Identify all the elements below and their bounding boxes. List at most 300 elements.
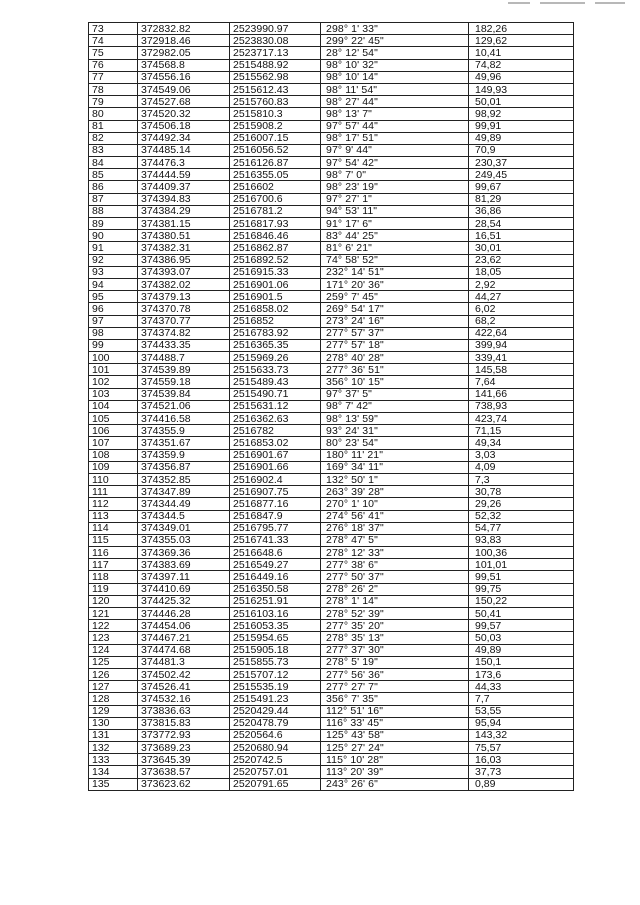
distance-cell: 230,37 <box>469 157 574 169</box>
distance-cell: 36,86 <box>469 205 574 217</box>
bearing-cell: 277° 37' 30" <box>321 644 469 656</box>
bearing-cell: 278° 40' 28" <box>321 352 469 364</box>
x-coordinate-cell: 373638.57 <box>138 766 230 778</box>
x-coordinate-cell: 374559.18 <box>138 376 230 388</box>
table-row <box>89 486 574 498</box>
x-coordinate-cell: 374492.34 <box>138 132 230 144</box>
point-number-cell: 77 <box>89 71 138 83</box>
point-number-cell: 82 <box>89 132 138 144</box>
bearing-cell: 278° 5' 19" <box>321 656 469 668</box>
distance-cell: 6,02 <box>469 303 574 315</box>
bearing-cell: 277° 56' 36" <box>321 668 469 680</box>
y-coordinate-cell: 2516892.52 <box>230 254 321 266</box>
distance-cell: 141,66 <box>469 388 574 400</box>
y-coordinate-cell: 2515491.23 <box>230 693 321 705</box>
y-coordinate-cell: 2515488.92 <box>230 59 321 71</box>
bearing-cell: 98° 13' 59" <box>321 413 469 425</box>
x-coordinate-cell: 374352.85 <box>138 473 230 485</box>
bearing-cell: 180° 11' 21" <box>321 449 469 461</box>
point-number-cell: 129 <box>89 705 138 717</box>
bearing-cell: 113° 20' 39" <box>321 766 469 778</box>
x-coordinate-cell: 374355.9 <box>138 425 230 437</box>
y-coordinate-cell: 2520680.94 <box>230 742 321 754</box>
table-row <box>89 339 574 351</box>
bearing-cell: 277° 57' 37" <box>321 327 469 339</box>
x-coordinate-cell: 374425.32 <box>138 595 230 607</box>
distance-cell: 16,51 <box>469 230 574 242</box>
x-coordinate-cell: 374467.21 <box>138 632 230 644</box>
point-number-cell: 111 <box>89 486 138 498</box>
x-coordinate-cell: 374347.89 <box>138 486 230 498</box>
table-row <box>89 595 574 607</box>
bearing-cell: 97° 27' 1" <box>321 193 469 205</box>
table-row <box>89 437 574 449</box>
x-coordinate-cell: 374380.51 <box>138 230 230 242</box>
distance-cell: 30,78 <box>469 486 574 498</box>
bearing-cell: 270° 1' 10" <box>321 498 469 510</box>
table-row <box>89 632 574 644</box>
bearing-cell: 28° 12' 54" <box>321 47 469 59</box>
point-number-cell: 97 <box>89 315 138 327</box>
x-coordinate-cell: 373623.62 <box>138 778 230 790</box>
table-row <box>89 717 574 729</box>
point-number-cell: 94 <box>89 278 138 290</box>
x-coordinate-cell: 374520.32 <box>138 108 230 120</box>
y-coordinate-cell: 2516901.06 <box>230 278 321 290</box>
point-number-cell: 93 <box>89 266 138 278</box>
y-coordinate-cell: 2516355.05 <box>230 169 321 181</box>
y-coordinate-cell: 2520757.01 <box>230 766 321 778</box>
table-row <box>89 169 574 181</box>
distance-cell: 37,73 <box>469 766 574 778</box>
point-number-cell: 132 <box>89 742 138 754</box>
bearing-cell: 98° 23' 19" <box>321 181 469 193</box>
distance-cell: 29,26 <box>469 498 574 510</box>
x-coordinate-cell: 374444.59 <box>138 169 230 181</box>
table-row <box>89 291 574 303</box>
bearing-cell: 277° 27' 7" <box>321 681 469 693</box>
distance-cell: 143,32 <box>469 729 574 741</box>
point-number-cell: 79 <box>89 96 138 108</box>
y-coordinate-cell: 2516648.6 <box>230 547 321 559</box>
table-row <box>89 254 574 266</box>
distance-cell: 98,92 <box>469 108 574 120</box>
table-row <box>89 681 574 693</box>
y-coordinate-cell: 2516365.35 <box>230 339 321 351</box>
distance-cell: 173,6 <box>469 668 574 680</box>
bearing-cell: 169° 34' 11" <box>321 461 469 473</box>
bearing-cell: 298° 1' 33" <box>321 23 469 35</box>
point-number-cell: 122 <box>89 620 138 632</box>
point-number-cell: 98 <box>89 327 138 339</box>
point-number-cell: 105 <box>89 413 138 425</box>
y-coordinate-cell: 2523830.08 <box>230 35 321 47</box>
bearing-cell: 125° 27' 24" <box>321 742 469 754</box>
y-coordinate-cell: 2515954.65 <box>230 632 321 644</box>
table-row <box>89 205 574 217</box>
distance-cell: 101,01 <box>469 559 574 571</box>
y-coordinate-cell: 2516901.66 <box>230 461 321 473</box>
bearing-cell: 98° 10' 32" <box>321 59 469 71</box>
distance-cell: 182,26 <box>469 23 574 35</box>
distance-cell: 53,55 <box>469 705 574 717</box>
point-number-cell: 108 <box>89 449 138 461</box>
bearing-cell: 116° 33' 45" <box>321 717 469 729</box>
distance-cell: 738,93 <box>469 400 574 412</box>
point-number-cell: 100 <box>89 352 138 364</box>
point-number-cell: 106 <box>89 425 138 437</box>
bearing-cell: 98° 17' 51" <box>321 132 469 144</box>
distance-cell: 75,57 <box>469 742 574 754</box>
point-number-cell: 112 <box>89 498 138 510</box>
y-coordinate-cell: 2516362.63 <box>230 413 321 425</box>
distance-cell: 129,62 <box>469 35 574 47</box>
y-coordinate-cell: 2515905.18 <box>230 644 321 656</box>
bearing-cell: 98° 13' 7" <box>321 108 469 120</box>
bearing-cell: 269° 54' 17" <box>321 303 469 315</box>
table-row <box>89 364 574 376</box>
y-coordinate-cell: 2516007.15 <box>230 132 321 144</box>
bearing-cell: 277° 35' 20" <box>321 620 469 632</box>
y-coordinate-cell: 2520478.79 <box>230 717 321 729</box>
x-coordinate-cell: 374397.11 <box>138 571 230 583</box>
y-coordinate-cell: 2523717.13 <box>230 47 321 59</box>
x-coordinate-cell: 374568.8 <box>138 59 230 71</box>
point-number-cell: 120 <box>89 595 138 607</box>
bearing-cell: 93° 24' 31" <box>321 425 469 437</box>
y-coordinate-cell: 2516549.27 <box>230 559 321 571</box>
y-coordinate-cell: 2516795.77 <box>230 522 321 534</box>
x-coordinate-cell: 374383.69 <box>138 559 230 571</box>
point-number-cell: 104 <box>89 400 138 412</box>
y-coordinate-cell: 2516126.87 <box>230 157 321 169</box>
table-row <box>89 644 574 656</box>
bearing-cell: 278° 35' 13" <box>321 632 469 644</box>
table-row <box>89 754 574 766</box>
y-coordinate-cell: 2515562.98 <box>230 71 321 83</box>
y-coordinate-cell: 2516782 <box>230 425 321 437</box>
bearing-cell: 278° 47' 5" <box>321 534 469 546</box>
x-coordinate-cell: 374416.58 <box>138 413 230 425</box>
y-coordinate-cell: 2516853.02 <box>230 437 321 449</box>
point-number-cell: 128 <box>89 693 138 705</box>
distance-cell: 99,57 <box>469 620 574 632</box>
point-number-cell: 87 <box>89 193 138 205</box>
table-row <box>89 461 574 473</box>
table-body <box>89 23 574 791</box>
y-coordinate-cell: 2516741.33 <box>230 534 321 546</box>
distance-cell: 44,27 <box>469 291 574 303</box>
bearing-cell: 278° 1' 14" <box>321 595 469 607</box>
bearing-cell: 98° 27' 44" <box>321 96 469 108</box>
point-number-cell: 107 <box>89 437 138 449</box>
table-row <box>89 693 574 705</box>
table-row <box>89 266 574 278</box>
distance-cell: 0,89 <box>469 778 574 790</box>
point-number-cell: 83 <box>89 144 138 156</box>
point-number-cell: 76 <box>89 59 138 71</box>
x-coordinate-cell: 374506.18 <box>138 120 230 132</box>
x-coordinate-cell: 374351.67 <box>138 437 230 449</box>
distance-cell: 93,83 <box>469 534 574 546</box>
distance-cell: 68,2 <box>469 315 574 327</box>
distance-cell: 28,54 <box>469 218 574 230</box>
distance-cell: 70,9 <box>469 144 574 156</box>
distance-cell: 99,75 <box>469 583 574 595</box>
table-row <box>89 522 574 534</box>
table-row <box>89 583 574 595</box>
bearing-cell: 97° 37' 5" <box>321 388 469 400</box>
x-coordinate-cell: 374349.01 <box>138 522 230 534</box>
x-coordinate-cell: 374549.06 <box>138 83 230 95</box>
x-coordinate-cell: 374369.36 <box>138 547 230 559</box>
point-number-cell: 135 <box>89 778 138 790</box>
y-coordinate-cell: 2515535.19 <box>230 681 321 693</box>
y-coordinate-cell: 2516902.4 <box>230 473 321 485</box>
bearing-cell: 94° 53' 11" <box>321 205 469 217</box>
table-row <box>89 766 574 778</box>
table-row <box>89 327 574 339</box>
distance-cell: 423,74 <box>469 413 574 425</box>
x-coordinate-cell: 374481.3 <box>138 656 230 668</box>
y-coordinate-cell: 2515489.43 <box>230 376 321 388</box>
table-row <box>89 705 574 717</box>
x-coordinate-cell: 374485.14 <box>138 144 230 156</box>
y-coordinate-cell: 2516781.2 <box>230 205 321 217</box>
x-coordinate-cell: 374410.69 <box>138 583 230 595</box>
x-coordinate-cell: 374532.16 <box>138 693 230 705</box>
table-row <box>89 108 574 120</box>
bearing-cell: 277° 38' 6" <box>321 559 469 571</box>
bearing-cell: 277° 57' 18" <box>321 339 469 351</box>
bearing-cell: 276° 18' 37" <box>321 522 469 534</box>
point-number-cell: 88 <box>89 205 138 217</box>
y-coordinate-cell: 2516877.16 <box>230 498 321 510</box>
distance-cell: 7,64 <box>469 376 574 388</box>
point-number-cell: 113 <box>89 510 138 522</box>
table-row <box>89 742 574 754</box>
y-coordinate-cell: 2516817.93 <box>230 218 321 230</box>
table-row <box>89 132 574 144</box>
distance-cell: 149,93 <box>469 83 574 95</box>
table-row <box>89 157 574 169</box>
distance-cell: 99,91 <box>469 120 574 132</box>
point-number-cell: 103 <box>89 388 138 400</box>
y-coordinate-cell: 2516847.9 <box>230 510 321 522</box>
point-number-cell: 115 <box>89 534 138 546</box>
distance-cell: 44,33 <box>469 681 574 693</box>
x-coordinate-cell: 374556.16 <box>138 71 230 83</box>
bearing-cell: 98° 11' 54" <box>321 83 469 95</box>
x-coordinate-cell: 374344.5 <box>138 510 230 522</box>
y-coordinate-cell: 2515490.71 <box>230 388 321 400</box>
point-number-cell: 81 <box>89 120 138 132</box>
distance-cell: 23,62 <box>469 254 574 266</box>
bearing-cell: 278° 26' 2" <box>321 583 469 595</box>
y-coordinate-cell: 2520791.65 <box>230 778 321 790</box>
bearing-cell: 274° 56' 41" <box>321 510 469 522</box>
x-coordinate-cell: 374394.83 <box>138 193 230 205</box>
bearing-cell: 97° 57' 44" <box>321 120 469 132</box>
distance-cell: 249,45 <box>469 169 574 181</box>
point-number-cell: 123 <box>89 632 138 644</box>
x-coordinate-cell: 373772.93 <box>138 729 230 741</box>
distance-cell: 99,51 <box>469 571 574 583</box>
bearing-cell: 98° 10' 14" <box>321 71 469 83</box>
bearing-cell: 80° 23' 54" <box>321 437 469 449</box>
distance-cell: 71,15 <box>469 425 574 437</box>
y-coordinate-cell: 2516858.02 <box>230 303 321 315</box>
distance-cell: 150,1 <box>469 656 574 668</box>
y-coordinate-cell: 2515969.26 <box>230 352 321 364</box>
point-number-cell: 125 <box>89 656 138 668</box>
distance-cell: 100,36 <box>469 547 574 559</box>
bearing-cell: 273° 24' 16" <box>321 315 469 327</box>
point-number-cell: 121 <box>89 608 138 620</box>
bearing-cell: 356° 10' 15" <box>321 376 469 388</box>
x-coordinate-cell: 372832.82 <box>138 23 230 35</box>
x-coordinate-cell: 374521.06 <box>138 400 230 412</box>
point-number-cell: 109 <box>89 461 138 473</box>
distance-cell: 50,41 <box>469 608 574 620</box>
y-coordinate-cell: 2516449.16 <box>230 571 321 583</box>
table-row <box>89 620 574 632</box>
x-coordinate-cell: 374476.3 <box>138 157 230 169</box>
table-row <box>89 656 574 668</box>
distance-cell: 3,03 <box>469 449 574 461</box>
point-number-cell: 74 <box>89 35 138 47</box>
y-coordinate-cell: 2516915.33 <box>230 266 321 278</box>
distance-cell: 7,7 <box>469 693 574 705</box>
distance-cell: 95,94 <box>469 717 574 729</box>
distance-cell: 50,01 <box>469 96 574 108</box>
x-coordinate-cell: 373815.83 <box>138 717 230 729</box>
table-row <box>89 47 574 59</box>
distance-cell: 150,22 <box>469 595 574 607</box>
y-coordinate-cell: 2520742.5 <box>230 754 321 766</box>
x-coordinate-cell: 374446.28 <box>138 608 230 620</box>
y-coordinate-cell: 2515612.43 <box>230 83 321 95</box>
point-number-cell: 119 <box>89 583 138 595</box>
point-number-cell: 117 <box>89 559 138 571</box>
table-row <box>89 473 574 485</box>
table-row <box>89 230 574 242</box>
table-row <box>89 35 574 47</box>
distance-cell: 49,89 <box>469 644 574 656</box>
distance-cell: 2,92 <box>469 278 574 290</box>
table-row <box>89 181 574 193</box>
distance-cell: 339,41 <box>469 352 574 364</box>
x-coordinate-cell: 374539.89 <box>138 364 230 376</box>
table-row <box>89 193 574 205</box>
x-coordinate-cell: 374384.29 <box>138 205 230 217</box>
table-row <box>89 23 574 35</box>
distance-cell: 16,03 <box>469 754 574 766</box>
x-coordinate-cell: 374356.87 <box>138 461 230 473</box>
distance-cell: 49,89 <box>469 132 574 144</box>
x-coordinate-cell: 374502.42 <box>138 668 230 680</box>
bearing-cell: 356° 7' 35" <box>321 693 469 705</box>
x-coordinate-cell: 373645.39 <box>138 754 230 766</box>
table-row <box>89 144 574 156</box>
x-coordinate-cell: 374393.07 <box>138 266 230 278</box>
distance-cell: 52,32 <box>469 510 574 522</box>
x-coordinate-cell: 374379.13 <box>138 291 230 303</box>
table-row <box>89 778 574 790</box>
distance-cell: 54,77 <box>469 522 574 534</box>
distance-cell: 30,01 <box>469 242 574 254</box>
table-row <box>89 668 574 680</box>
table-row <box>89 571 574 583</box>
bearing-cell: 112° 51' 16" <box>321 705 469 717</box>
table-row <box>89 120 574 132</box>
table-row <box>89 278 574 290</box>
bearing-cell: 81° 6' 21" <box>321 242 469 254</box>
x-coordinate-cell: 374382.02 <box>138 278 230 290</box>
x-coordinate-cell: 373836.63 <box>138 705 230 717</box>
point-number-cell: 110 <box>89 473 138 485</box>
distance-cell: 422,64 <box>469 327 574 339</box>
x-coordinate-cell: 374488.7 <box>138 352 230 364</box>
bearing-cell: 171° 20' 36" <box>321 278 469 290</box>
bearing-cell: 98° 7' 0" <box>321 169 469 181</box>
y-coordinate-cell: 2515631.12 <box>230 400 321 412</box>
bearing-cell: 74° 58' 52" <box>321 254 469 266</box>
bearing-cell: 278° 52' 39" <box>321 608 469 620</box>
point-number-cell: 91 <box>89 242 138 254</box>
table-row <box>89 547 574 559</box>
table-row <box>89 83 574 95</box>
x-coordinate-cell: 374381.15 <box>138 218 230 230</box>
x-coordinate-cell: 374526.41 <box>138 681 230 693</box>
y-coordinate-cell: 2516053.35 <box>230 620 321 632</box>
distance-cell: 145,58 <box>469 364 574 376</box>
x-coordinate-cell: 374359.9 <box>138 449 230 461</box>
y-coordinate-cell: 2516862.87 <box>230 242 321 254</box>
y-coordinate-cell: 2516901.5 <box>230 291 321 303</box>
table-row <box>89 315 574 327</box>
bearing-cell: 97° 9' 44" <box>321 144 469 156</box>
x-coordinate-cell: 374370.77 <box>138 315 230 327</box>
table-row <box>89 729 574 741</box>
table-row <box>89 303 574 315</box>
bearing-cell: 232° 14' 51" <box>321 266 469 278</box>
point-number-cell: 90 <box>89 230 138 242</box>
y-coordinate-cell: 2516700.6 <box>230 193 321 205</box>
table-row <box>89 534 574 546</box>
point-number-cell: 78 <box>89 83 138 95</box>
table-row <box>89 449 574 461</box>
x-coordinate-cell: 374527.68 <box>138 96 230 108</box>
coordinates-table <box>88 22 574 791</box>
x-coordinate-cell: 374370.78 <box>138 303 230 315</box>
point-number-cell: 96 <box>89 303 138 315</box>
point-number-cell: 80 <box>89 108 138 120</box>
bearing-cell: 277° 36' 51" <box>321 364 469 376</box>
distance-cell: 10,41 <box>469 47 574 59</box>
x-coordinate-cell: 374386.95 <box>138 254 230 266</box>
y-coordinate-cell: 2516602 <box>230 181 321 193</box>
point-number-cell: 84 <box>89 157 138 169</box>
y-coordinate-cell: 2516907.75 <box>230 486 321 498</box>
point-number-cell: 127 <box>89 681 138 693</box>
table-row <box>89 352 574 364</box>
y-coordinate-cell: 2516103.16 <box>230 608 321 620</box>
y-coordinate-cell: 2515707.12 <box>230 668 321 680</box>
point-number-cell: 85 <box>89 169 138 181</box>
y-coordinate-cell: 2515810.3 <box>230 108 321 120</box>
distance-cell: 4,09 <box>469 461 574 473</box>
